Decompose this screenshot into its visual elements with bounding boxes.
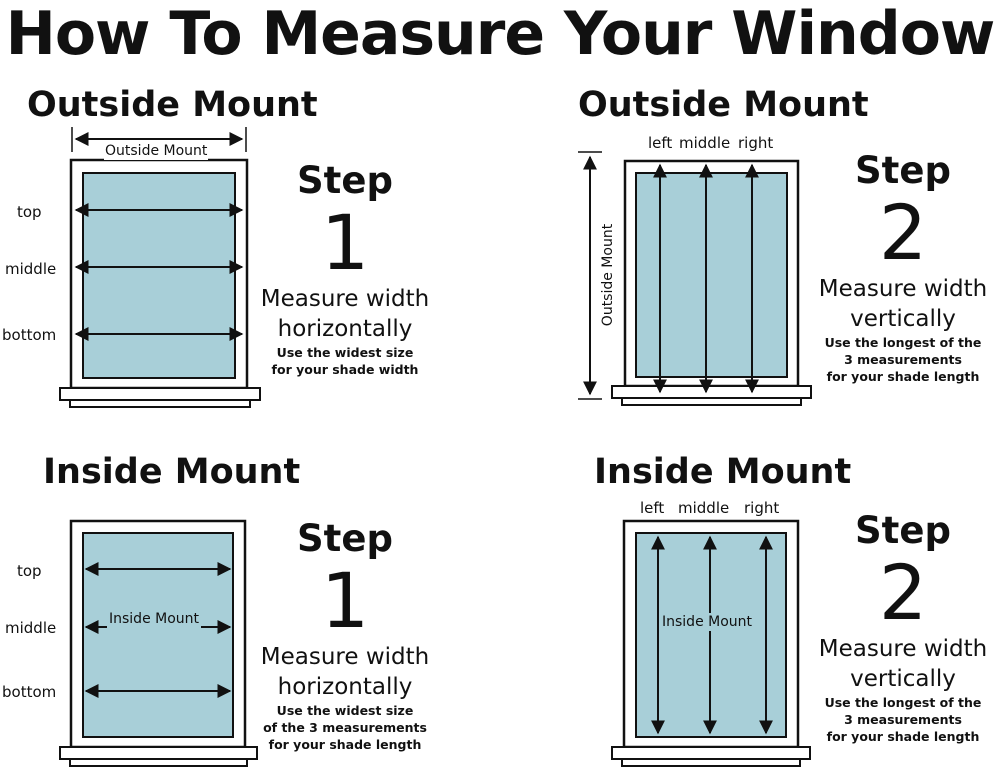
step-title-line2: vertically: [850, 666, 956, 692]
step-block-inside-2: [808, 510, 998, 745]
step-note-line1: Use the widest size: [276, 345, 414, 360]
step-title-line1: Measure width: [818, 636, 988, 662]
measure-label-left: left: [640, 499, 665, 517]
step-note-line1: Use the longest of the: [824, 695, 982, 710]
measure-label-right: right: [744, 499, 780, 517]
step-note-line2: 3 measurements: [844, 352, 962, 367]
step-word: Step: [855, 149, 951, 192]
heading-outside-mount-2: Outside Mount: [578, 85, 869, 125]
window-sill: [612, 386, 811, 398]
step-note-line1: Use the longest of the: [824, 335, 982, 350]
heading-outside-mount-1: Outside Mount: [27, 85, 318, 125]
measure-label-top: top: [17, 203, 42, 221]
inside-mount-dimension-label: Inside Mount: [109, 611, 200, 627]
measure-label-top: top: [17, 562, 42, 580]
step-number: 2: [878, 548, 928, 637]
step-word: Step: [297, 159, 393, 202]
page-title: How To Measure Your Window: [5, 0, 995, 69]
measure-label-middle: middle: [5, 619, 57, 637]
measure-label-middle: middle: [5, 260, 57, 278]
step-note-line2: of the 3 measurements: [263, 720, 427, 735]
measure-label-right: right: [738, 134, 774, 152]
step-note-line1: Use the widest size: [276, 703, 414, 718]
window-sill-base: [622, 398, 801, 405]
step-note-line2: for your shade width: [271, 362, 419, 377]
measure-label-bottom: bottom: [2, 683, 57, 701]
step-block-inside-1: [250, 518, 440, 753]
step-block-outside-2: [808, 150, 998, 385]
step-block-outside-1: [250, 160, 440, 378]
measure-label-middle: middle: [679, 134, 731, 152]
window-inside-step2: [612, 521, 810, 766]
step-title-line2: vertically: [850, 306, 956, 332]
step-note-line3: for your shade length: [268, 737, 422, 752]
step-title-line1: Measure width: [260, 644, 430, 670]
measure-label-middle: middle: [678, 499, 730, 517]
step-number: 2: [878, 188, 928, 277]
step-note-line2: 3 measurements: [844, 712, 962, 727]
heading-inside-mount-2: Inside Mount: [594, 452, 852, 492]
window-sill: [60, 747, 257, 759]
step-title-line2: horizontally: [277, 316, 413, 342]
step-title-line2: horizontally: [277, 674, 413, 700]
window-glass: [83, 533, 233, 737]
step-number: 1: [320, 198, 370, 287]
step-note-line3: for your shade length: [826, 729, 980, 744]
step-number: 1: [320, 556, 370, 645]
window-glass: [636, 173, 787, 377]
measure-label-bottom: bottom: [2, 326, 57, 344]
window-outside-step1: [60, 127, 260, 407]
step-title-line1: Measure width: [260, 286, 430, 312]
step-note-line3: for your shade length: [826, 369, 980, 384]
window-sill: [60, 388, 260, 400]
step-word: Step: [297, 517, 393, 560]
window-inside-step1: [60, 521, 257, 766]
window-sill-base: [622, 759, 800, 766]
inside-mount-dimension-label: Inside Mount: [662, 614, 753, 630]
outside-mount-dimension-label: Outside Mount: [105, 143, 208, 159]
heading-inside-mount-1: Inside Mount: [43, 452, 301, 492]
window-glass: [83, 173, 235, 378]
measure-label-left: left: [648, 134, 673, 152]
window-sill-base: [70, 400, 250, 407]
window-sill-base: [70, 759, 247, 766]
step-word: Step: [855, 509, 951, 552]
window-sill: [612, 747, 810, 759]
outside-mount-dimension-label: Outside Mount: [599, 215, 617, 335]
step-title-line1: Measure width: [818, 276, 988, 302]
